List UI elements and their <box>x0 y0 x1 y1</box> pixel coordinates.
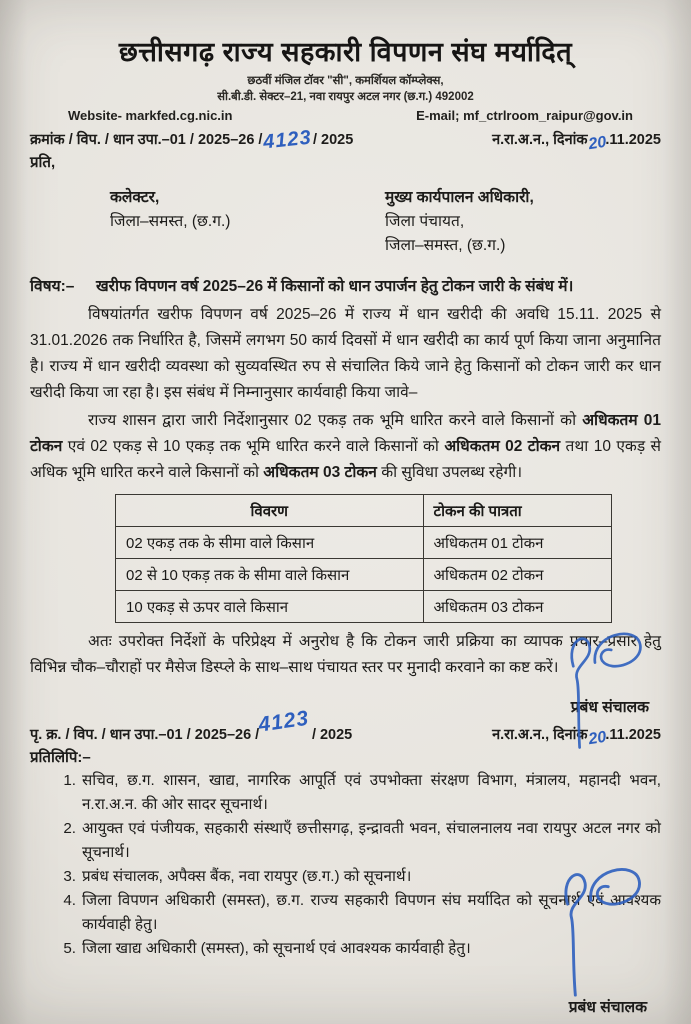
list-item <box>30 769 661 817</box>
table-header-eligibility: टोकन की पात्रता <box>423 495 611 527</box>
handwritten-endorsement-number: 4123 <box>257 706 311 737</box>
para2-segment: तथा 10 एकड़ से अधिक भूमि धारित करने वाले किसानों को <box>30 438 661 481</box>
handwritten-date-day: 20 <box>586 133 608 154</box>
subject-text: खरीफ विपणन वर्ष 2025–26 में किसानों को धान उपार्जन हेतु टोकन जारी के संबंध में। <box>96 278 574 295</box>
contact-row <box>30 105 661 123</box>
address-line-2: सी.बी.डी. सेक्टर–21, नवा रायपुर अटल नगर (छ.ग.) 492002 <box>217 91 474 103</box>
body-paragraph-1 <box>30 302 661 406</box>
para2-segment: एवं 02 एकड़ से 10 एकड़ तक भूमि धारित करने वाले किसानों को <box>62 438 445 455</box>
handwritten-endorsement-day: 20 <box>586 728 608 749</box>
body-paragraph-1-text: विषयांतर्गत खरीफ विपणन वर्ष 2025–26 में राज्य में धान खरीदी की अवधि 15.11. 2025 से 31.01.2026 तक निर्धारित है, जिसमें लगभग 50 कार्य दिवसों में धान खरीदी का कार्य पूर्ण किया जाना अनुमानित है। राज्य में धान खरीदी व्यवस्था को सुव्यवस्थित रुप से संचालित किये जाने हेतु किसानों को टोकन जारी कर धान खरीदी किया जा रहा है। इस संबंध में निम्नानुसार कार्यवाही किया जावे– <box>30 306 661 401</box>
reference-line <box>30 126 661 154</box>
para2-bold-token-3: अधिकतम 03 टोकन <box>263 464 377 481</box>
table-cell-eligibility: अधिकतम 01 टोकन <box>423 527 611 559</box>
table-cell-eligibility: अधिकतम 02 टोकन <box>423 559 611 591</box>
list-item-number: 1. <box>63 772 76 789</box>
list-item-number: 5. <box>63 940 76 957</box>
endorsement-place: न.रा.अ.न., दिनांक <box>492 727 588 743</box>
table-header-row <box>116 495 612 527</box>
endorsement-date-suffix: .11.2025 <box>605 727 661 743</box>
table-row <box>116 527 612 559</box>
table-cell-description: 10 एकड़ से ऊपर वाले किसान <box>116 591 424 623</box>
table-header-description: विवरण <box>116 495 424 527</box>
list-item <box>30 937 661 961</box>
endorsement-date <box>492 724 661 749</box>
reference-prefix: क्रमांक / विप. / धान उपा.–01 / 2025–26 / <box>30 132 263 148</box>
addressee-block <box>30 186 661 258</box>
addressee-right <box>385 186 534 258</box>
body-paragraph-2 <box>30 408 661 486</box>
para2-bold-token-2: अधिकतम 02 टोकन <box>444 438 561 455</box>
addressee-left-line: जिला–समस्त, (छ.ग.) <box>110 213 231 230</box>
subject-label: विषय:– <box>30 278 75 295</box>
table-cell-eligibility: अधिकतम 03 टोकन <box>423 591 611 623</box>
list-item-text: प्रबंध संचालक, अपैक्स बैंक, नवा रायपुर (छ.ग.) को सूचनार्थ। <box>82 868 412 885</box>
list-item <box>30 865 661 889</box>
copies-list <box>30 769 661 961</box>
list-item <box>30 817 661 865</box>
addressee-left <box>110 186 360 258</box>
handwritten-dispatch-number: 4123 <box>262 126 314 154</box>
endorsement-suffix: / 2025 <box>311 727 353 743</box>
table-cell-description: 02 एकड़ तक के सीमा वाले किसान <box>116 527 424 559</box>
reference-suffix: / 2025 <box>312 132 354 148</box>
copies-label: प्रतिलिपि:– <box>30 749 91 766</box>
list-item-number: 3. <box>63 868 76 885</box>
reference-date <box>492 129 661 154</box>
organization-title: छत्तीसगढ़ राज्य सहकारी विपणन संघ मर्यादित् <box>118 37 573 67</box>
addressee-right-line: जिला पंचायत, <box>385 213 465 230</box>
token-eligibility-table <box>115 494 612 623</box>
endorsement-number <box>30 706 353 745</box>
signatory-designation: प्रबंध संचालक <box>568 999 647 1016</box>
address-line-1: छठवीं मंजिल टॉवर "सी", कमर्शियल कॉम्प्लेक्स, <box>247 75 444 87</box>
salutation: प्रति, <box>30 154 56 171</box>
table-row <box>116 591 612 623</box>
email-text: E-mail; mf_ctrlroom_raipur@gov.in <box>416 108 633 123</box>
body-paragraph-3 <box>30 629 661 681</box>
list-item-number: 4. <box>63 892 76 909</box>
list-item-text: सचिव, छ.ग. शासन, खाद्य, नागरिक आपूर्ति एवं उपभोक्ता संरक्षण विभाग, मंत्रालय, महानदी भवन, न.रा.अ.न. की ओर सादर सूचनार्थ। <box>82 772 661 813</box>
table-cell-description: 02 से 10 एकड़ तक के सीमा वाले किसान <box>116 559 424 591</box>
list-item <box>30 889 661 937</box>
endorsement-prefix: पृ. क्र. / विप. / धान उपा.–01 / 2025–26 / <box>30 727 260 743</box>
para2-bold-token-1: अधिकतम 01 टोकन <box>30 412 661 455</box>
list-item-text: जिला खाद्य अधिकारी (समस्त), को सूचनार्थ एवं आवश्यक कार्यवाही हेतु। <box>82 940 471 957</box>
para2-segment: राज्य शासन द्वारा जारी निर्देशानुसार 02 एकड़ तक भूमि धारित करने वाले किसानों को <box>88 412 583 429</box>
addressee-right-line: जिला–समस्त, (छ.ग.) <box>385 237 506 254</box>
body-paragraph-3-text: अतः उपरोक्त निर्देशों के परिप्रेक्ष्य में अनुरोध है कि टोकन जारी प्रक्रिया का व्यापक प्रचार–प्रसार हेतु विभिन्न चौक–चौराहों पर मैसेज डिस्प्ले के साथ–साथ पंचायत स्तर पर मुनादी करवाने का कष्ट करें। <box>30 633 661 676</box>
para2-segment: की सुविधा उपलब्ध रहेगी। <box>376 464 523 481</box>
subject-row <box>30 274 661 300</box>
addressee-left-title: कलेक्टर, <box>110 189 160 206</box>
signatory-designation: प्रबंध संचालक <box>570 699 649 716</box>
reference-date-suffix: .11.2025 <box>605 132 661 148</box>
list-item-text: जिला विपणन अधिकारी (समस्त), छ.ग. राज्य सहकारी विपणन संघ मर्यादित को सूचनार्थ एवं आवश्यक कार्यवाही हेतु। <box>82 892 661 933</box>
reference-place: न.रा.अ.न., दिनांक <box>492 132 588 148</box>
website-text: Website- markfed.cg.nic.in <box>68 108 233 123</box>
addressee-right-title: मुख्य कार्यपालन अधिकारी, <box>385 189 534 206</box>
list-item-text: आयुक्त एवं पंजीयक, सहकारी संस्थाएँ छत्तीसगढ़, इन्द्रावती भवन, संचालनालय नवा रायपुर अटल नगर को सूचनार्थ। <box>82 820 661 861</box>
table-row <box>116 559 612 591</box>
list-item-number: 2. <box>63 820 76 837</box>
reference-number <box>30 126 354 154</box>
